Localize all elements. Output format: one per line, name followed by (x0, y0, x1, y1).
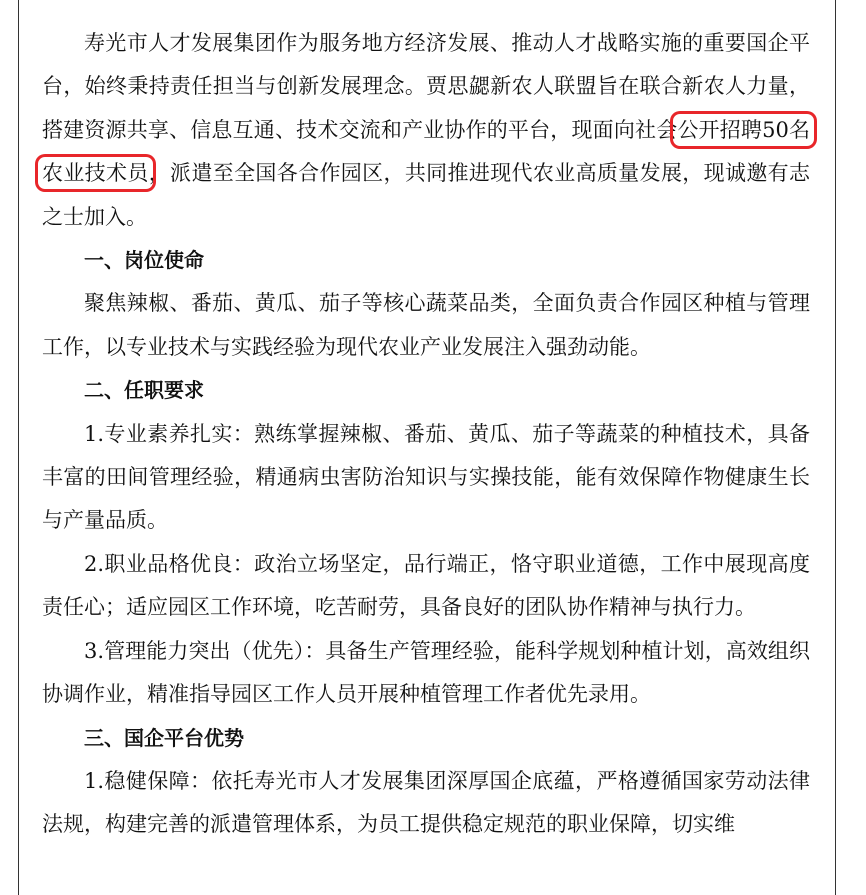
document-body (42, 22, 810, 847)
section-heading-requirements: 二、任职要求 (84, 378, 204, 403)
mission-paragraph: 聚焦辣椒、番茄、黄瓜、茄子等核心蔬菜品类，全面负责合作园区种植与管理工作，以专业技术与实践经验为现代农业产业发展注入强劲动能。 (42, 291, 810, 359)
requirement-item-2: 2.职业品格优良：政治立场坚定，品行端正，恪守职业道德，工作中展现高度责任心；适应园区工作环境，吃苦耐劳，具备良好的团队协作精神与执行力。 (42, 551, 810, 620)
highlighted-recruitment-text: 公开招聘50名农业技术员 (42, 117, 810, 186)
intro-paragraph (42, 22, 810, 239)
left-border-line (18, 0, 19, 895)
section-heading-mission: 一、岗位使命 (84, 248, 204, 273)
intro-text-after: ，派遣至全国各合作园区，共同推进现代农业高质量发展，现诚邀有志之士加入。 (42, 161, 811, 229)
requirement-item-1: 1.专业素养扎实：熟练掌握辣椒、番茄、黄瓜、茄子等蔬菜的种植技术，具备丰富的田间管理经验，精通病虫害防治知识与实操技能，能有效保障作物健康生长与产量品质。 (42, 421, 810, 533)
section-heading-advantages: 三、国企平台优势 (84, 725, 244, 750)
requirement-item-3: 3.管理能力突出（优先）：具备生产管理经验，能科学规划种植计划，高效组织协调作业，精准指导园区工作人员开展种植管理工作者优先录用。 (42, 638, 810, 707)
right-border-line (835, 0, 836, 895)
intro-text-before: 寿光市人才发展集团作为服务地方经济发展、推动人才战略实施的重要国企平台，始终秉持责任担当与创新发展理念。贾思勰新农人联盟旨在联合新农人力量，搭建资源共享、信息互通、技术交流和产业协作的平台，现面向社会 (42, 31, 810, 142)
advantage-item-1: 1.稳健保障：依托寿光市人才发展集团深厚国企底蕴，严格遵循国家劳动法律法规，构建完善的派遣管理体系，为员工提供稳定规范的职业保障，切实维 (42, 768, 810, 837)
